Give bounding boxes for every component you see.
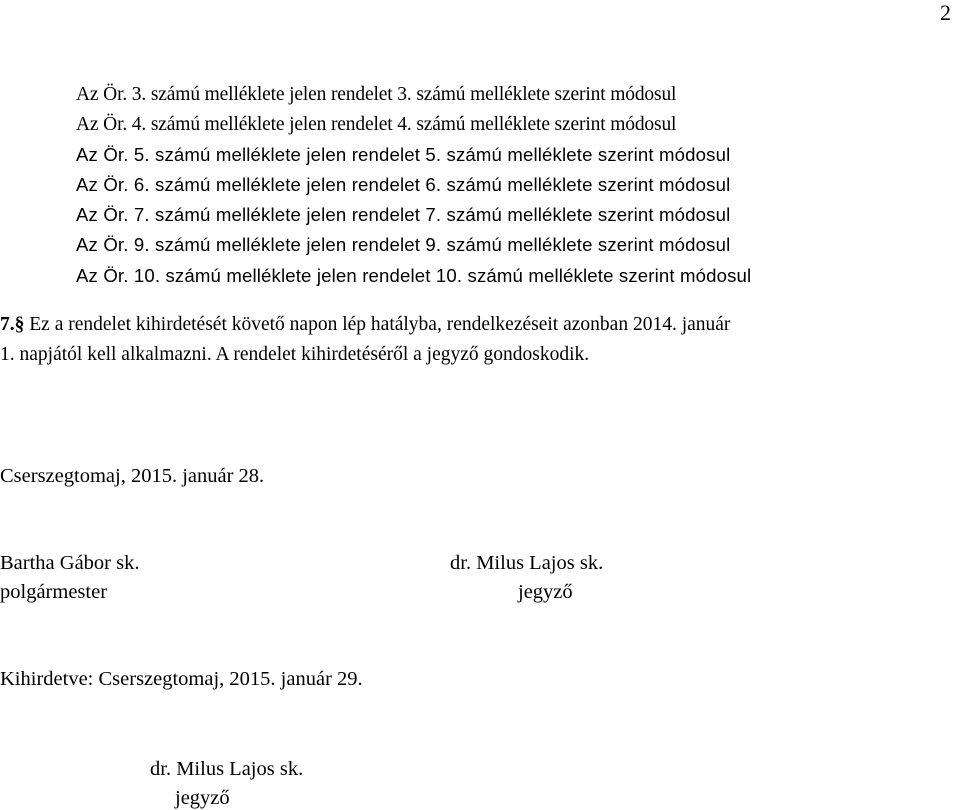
- promulgation-line: Kihirdetve: Cserszegtomaj, 2015. január 29.: [0, 668, 363, 690]
- amendment-line: Az Ör. 9. számú melléklete jelen rendelet 9. számú melléklete szerint módosul: [76, 234, 731, 256]
- section-7-line-2: 1. napjától kell alkalmazni. A rendelet kihirdetéséről a jegyző gondoskodik.: [0, 344, 590, 365]
- place-date: Cserszegtomaj, 2015. január 28.: [0, 465, 265, 487]
- final-notary-title: jegyző: [175, 787, 230, 809]
- final-notary-name: dr. Milus Lajos sk.: [150, 758, 304, 780]
- mayor-title: polgármester: [0, 581, 108, 603]
- amendment-list: [76, 85, 751, 297]
- amendment-line: Az Ör. 10. számú melléklete jelen rendelet 10. számú melléklete szerint módosul: [76, 264, 752, 286]
- section-7-text-1: Ez a rendelet kihirdetését követő napon lép hatályba, rendelkezéseit azonban 2014. január: [24, 314, 731, 335]
- amendment-line: Az Ör. 6. számú melléklete jelen rendelet 6. számú melléklete szerint módosul: [76, 173, 731, 195]
- amendment-line: Az Ör. 3. számú melléklete jelen rendelet 3. számú melléklete szerint módosul: [76, 84, 677, 105]
- page-number: 2: [940, 0, 951, 25]
- amendment-line: Az Ör. 7. számú melléklete jelen rendelet 7. számú melléklete szerint módosul: [76, 204, 731, 226]
- section-7-line-1: [0, 315, 960, 345]
- notary-title: jegyző: [518, 581, 573, 603]
- amendment-line: Az Ör. 4. számú melléklete jelen rendelet 4. számú melléklete szerint módosul: [76, 114, 677, 136]
- amendment-line: Az Ör. 5. számú melléklete jelen rendelet 5. számú melléklete szerint módosul: [76, 143, 731, 165]
- notary-name: dr. Milus Lajos sk.: [450, 552, 604, 574]
- mayor-name: Bartha Gábor sk.: [0, 552, 140, 574]
- section-7-paragraph: [0, 315, 960, 375]
- section-number: 7.§: [0, 314, 25, 335]
